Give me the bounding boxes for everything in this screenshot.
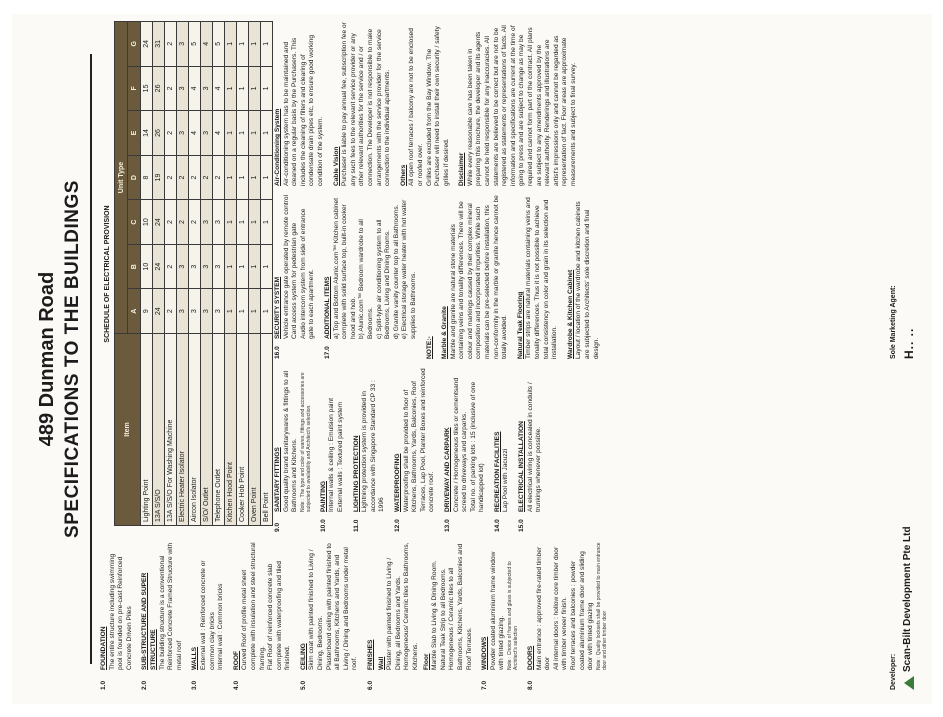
spec-section-foundation bbox=[100, 542, 134, 690]
table-cell-count: 1 bbox=[260, 66, 272, 111]
section-text: Concrete / Homogeneous tiles or cementsand screed to driveways and carparks. bbox=[452, 377, 468, 512]
table-row bbox=[152, 21, 164, 525]
note-text: While every reasonable care has been taken in preparing this brochure, the developer and its agents cannot be held responsible for any inaccuracies. All statements are believed to be correct but are not to be registered as statements or representations of facts. All information and specifications are current at the time of going to press and are subject to change as may be required and cannot form part of the contract. All plans are subject to any amendments approved by the relevant authority. Renderings and illustrations are artist's impressions only and cannot be regarded as representation of fact. Floor areas are approximate measurements and subject to final survey. bbox=[466, 24, 577, 186]
table-cell-item: Cooker Hob Point bbox=[236, 333, 248, 525]
unit-type-e: E bbox=[127, 110, 140, 155]
section-text: Plasterboard ceiling with painted finished to all Bathrooms, Kitchens and Yards, and Living / Dining and Bedrooms under metal roof. bbox=[325, 542, 358, 670]
table-cell-count: 1 bbox=[248, 199, 260, 244]
table-cell-count: 1 bbox=[248, 244, 260, 289]
section-number: 7.0 bbox=[480, 680, 488, 690]
table-cell-count: 3 bbox=[188, 288, 200, 333]
section-heading: WALLS bbox=[190, 646, 198, 670]
section-number: 14.0 bbox=[493, 518, 501, 532]
table-cell-count: 2 bbox=[164, 199, 176, 244]
table-cell-count: 2 bbox=[188, 155, 200, 200]
section-number: 15.0 bbox=[517, 518, 525, 532]
table-cell-count: 3 bbox=[176, 288, 188, 333]
section-heading: WATERPROOFING bbox=[393, 453, 401, 512]
table-cell-count: 1 bbox=[224, 155, 236, 200]
table-cell-count: 3 bbox=[200, 244, 212, 289]
section-text: Lap Pool with Jacuzzi bbox=[501, 448, 509, 512]
section-heading: SECURITY SYSTEM bbox=[273, 276, 281, 339]
table-cell-count: 1 bbox=[236, 110, 248, 155]
schedule-title: SCHEDULE OF ELECTRICAL PROVISION bbox=[103, 204, 111, 343]
item-header: Item bbox=[114, 333, 140, 525]
table-cell-count: 15 bbox=[140, 66, 152, 111]
spec-section-finishes bbox=[367, 542, 474, 690]
unit-type-b: B bbox=[127, 244, 140, 289]
section-text: Total no. of parking lots : 15 (inclusive of one handicapped lot) bbox=[469, 381, 485, 512]
table-cell-count: 3 bbox=[212, 288, 224, 333]
section-heading: FINISHES bbox=[366, 639, 374, 670]
table-cell-count: 26 bbox=[152, 110, 164, 155]
spec-column-2 bbox=[274, 367, 551, 532]
spec-column-4 bbox=[274, 21, 586, 186]
table-cell-count: 1 bbox=[236, 288, 248, 333]
unit-type-g: G bbox=[127, 21, 140, 66]
section-number: 8.0 bbox=[526, 680, 534, 690]
unit-type-c: C bbox=[127, 199, 140, 244]
section-heading: DRIVEWAY AND CARPARK bbox=[443, 426, 451, 512]
spec-section-electrical bbox=[518, 367, 544, 532]
table-cell-item: Telephone Outlet bbox=[212, 333, 224, 525]
note-heading: Air-Conditioning System bbox=[273, 108, 281, 186]
note-heading: NOTE:- bbox=[425, 335, 432, 359]
table-cell-count: 2 bbox=[200, 155, 212, 200]
section-text: Card access system for pedestrian gate bbox=[290, 222, 298, 339]
table-cell-count: 4 bbox=[200, 21, 212, 66]
table-cell-count: 1 bbox=[260, 110, 272, 155]
table-row bbox=[248, 21, 260, 525]
section-text: e) Electrical storage water heater with hot water supplies to Bathrooms. bbox=[400, 199, 417, 339]
specifications-title: SPECIFICATIONS TO THE BUILDINGS bbox=[61, 179, 83, 538]
table-cell-count: 3 bbox=[188, 244, 200, 289]
table-header-row bbox=[114, 21, 127, 525]
note-text: Purchaser is liable to pay annual fee, subscription fee or any such fees to the relevant service provider or any other relevant authorities for the service and / or connection. The Developer is not responsible to make arrangements with the service provider for the service connection to the individual apartments. bbox=[340, 21, 391, 186]
spec-section-painting bbox=[319, 367, 345, 532]
section-text: All internal doors : hollow core timber door with timber veneer finish. bbox=[552, 546, 568, 670]
table-cell-count: 1 bbox=[236, 21, 248, 66]
note-disclaimer bbox=[458, 21, 578, 186]
section-note: Note : Choice of frames and glass is subjected to Architect's selection bbox=[506, 560, 519, 670]
section-text: c) Split-type air conditioning system to all Bedrooms, Living and Dining Rooms. bbox=[375, 219, 391, 339]
table-cell-item: Lighting Point bbox=[140, 333, 152, 525]
table-cell-count: 1 bbox=[248, 21, 260, 66]
table-cell-count: 5 bbox=[188, 21, 200, 66]
unit-type-f: F bbox=[127, 66, 140, 111]
unit-type-header: Unit Type bbox=[114, 21, 127, 333]
table-cell-count: 19 bbox=[152, 155, 164, 200]
note-wardrobe bbox=[566, 194, 600, 359]
table-cell-count: 1 bbox=[224, 66, 236, 111]
note-text: Grilles are excluded from the Bay Window. The Purchaser will need to install their own security / safety grilles if desired. bbox=[425, 25, 450, 186]
table-cell-count: 3 bbox=[212, 244, 224, 289]
table-cell-count: 1 bbox=[248, 155, 260, 200]
section-number: 16.0 bbox=[273, 345, 281, 359]
table-cell-count: 1 bbox=[224, 288, 236, 333]
table-cell-count: 10 bbox=[140, 244, 152, 289]
section-text: The entire structure including swimming pool is founded on pre-cast Reinforced Concrete Driven Piles bbox=[108, 553, 133, 670]
section-heading: SANITARY FITTINGS bbox=[273, 446, 281, 512]
subsection-heading: Wall bbox=[377, 656, 385, 670]
table-cell-count: 1 bbox=[248, 110, 260, 155]
section-number: 12.0 bbox=[393, 518, 401, 532]
table-cell-item: 13A S/S/O For Washing Machine bbox=[164, 333, 176, 525]
section-text: Good quality brand sanitarywares & fittings to all Bathrooms and Kitchens. bbox=[282, 370, 298, 512]
table-cell-count: 1 bbox=[224, 110, 236, 155]
section-text: All electrical wiring is concealed in conduits / trunkings whenever possible. bbox=[526, 381, 542, 512]
electrical-schedule-table bbox=[114, 21, 273, 526]
table-row bbox=[224, 21, 236, 525]
section-text: Waterproofing shall be provided to floor of Kitchens, Bathrooms, Yards, Balconies, Roof Terraces, Lap Pool, Planter Boxes and reinforced concrete roof. bbox=[402, 367, 435, 512]
spec-column-3 bbox=[274, 194, 608, 359]
table-cell-count: 24 bbox=[152, 288, 164, 333]
table-cell-count: 3 bbox=[176, 244, 188, 289]
table-cell-count: 2 bbox=[176, 155, 188, 200]
table-cell-count: 2 bbox=[164, 66, 176, 111]
table-cell-count: 2 bbox=[164, 155, 176, 200]
note-marble bbox=[441, 194, 510, 359]
agent-label: Sole Marketing Agent: bbox=[889, 284, 897, 359]
table-cell-count: 1 bbox=[236, 155, 248, 200]
table-cell-count: 26 bbox=[152, 66, 164, 111]
table-cell-count: 1 bbox=[260, 155, 272, 200]
spec-section-structure bbox=[141, 542, 184, 690]
section-number: 2.0 bbox=[140, 680, 148, 690]
table-cell-count: 14 bbox=[140, 110, 152, 155]
section-text: Roof terraces and balconies : powder coated aluminium frame door and sliding door with tinted glazing bbox=[569, 550, 594, 670]
table-cell-count: 2 bbox=[164, 244, 176, 289]
developer-label: Developer: bbox=[889, 653, 897, 690]
table-cell-count: 24 bbox=[152, 199, 164, 244]
section-text: d) Granite vanity counter top to all Bathrooms. bbox=[392, 203, 400, 339]
note-heading: Marble & Granite bbox=[440, 305, 448, 359]
spec-section-lightning bbox=[352, 367, 386, 532]
note-text: All open roof terraces / balcony are not to be enclosed or roofed over. bbox=[407, 27, 424, 186]
table-cell-item: Bell Point bbox=[260, 333, 272, 525]
section-heading: WINDOWS bbox=[480, 636, 488, 670]
section-text: b) Alunic.com™ Bedroom wardrobe to all Bedrooms. bbox=[357, 218, 374, 339]
section-heading: LIGHTING PROTECTION bbox=[352, 434, 360, 512]
table-cell-count: 2 bbox=[164, 288, 176, 333]
spec-section-recreation bbox=[493, 367, 510, 532]
table-cell-count: 3 bbox=[176, 21, 188, 66]
spec-section-additional bbox=[323, 194, 418, 359]
note-heading: Cable Vision bbox=[332, 146, 340, 186]
table-cell-item: Kitchen Hood Point bbox=[224, 333, 236, 525]
note-text: Layout / location of the wardrobe and kitchen cabinets are subjected to Architects' sole discretion and final design. bbox=[574, 200, 600, 359]
subsection-heading: Floor bbox=[422, 653, 430, 670]
specification-sheet bbox=[12, 14, 932, 704]
section-text: Lightning protection system is provided in accordance with Singapore Standard CP 33 : 1996 bbox=[360, 379, 385, 512]
section-text: Internal wall : Common bricks bbox=[216, 583, 224, 670]
table-cell-count: 2 bbox=[212, 155, 224, 200]
table-cell-count: 8 bbox=[140, 155, 152, 200]
note-cable-vision bbox=[332, 21, 392, 186]
spec-section-doors bbox=[526, 542, 608, 690]
note-heading: Wardrobe & Kitchen Cabinet bbox=[566, 269, 574, 359]
spec-column-1 bbox=[100, 542, 616, 690]
spec-section-sanitary bbox=[274, 367, 313, 532]
unit-type-d: D bbox=[127, 155, 140, 200]
table-cell-count: 24 bbox=[152, 244, 164, 289]
table-cell-count: 1 bbox=[260, 288, 272, 333]
table-cell-item: Electric Heater Isolator bbox=[176, 333, 188, 525]
table-cell-count: 1 bbox=[260, 244, 272, 289]
note-heading: Natural Teak Flooring bbox=[516, 291, 524, 359]
section-number: 10.0 bbox=[319, 518, 327, 532]
table-cell-count: 2 bbox=[176, 199, 188, 244]
section-heading: RECREATION FACILITIES bbox=[493, 431, 501, 512]
table-cell-count: 3 bbox=[200, 66, 212, 111]
title-rule bbox=[90, 54, 92, 664]
table-row bbox=[188, 21, 200, 525]
section-text: Marble Slab to Living & Dining Room. Natural Teak Strip to all Bedrooms. Homogeneous / Ceramic tiles to all Bathrooms, Kitchens, Yards, Balconies and Roof Terraces. bbox=[430, 543, 473, 670]
table-cell-count: 3 bbox=[212, 199, 224, 244]
table-cell-count: 3 bbox=[200, 199, 212, 244]
table-row bbox=[200, 21, 212, 525]
table-cell-count: 1 bbox=[224, 244, 236, 289]
section-text: Main entrance : approved fire-rated timber door bbox=[535, 546, 551, 670]
spec-section-windows bbox=[481, 542, 520, 690]
table-cell-count: 1 bbox=[248, 288, 260, 333]
table-cell-count: 31 bbox=[152, 21, 164, 66]
section-number: 5.0 bbox=[299, 680, 307, 690]
table-cell-item: 13A S/S/O bbox=[152, 333, 164, 525]
table-cell-item: Aircon Isolator bbox=[188, 333, 200, 525]
table-cell-count: 10 bbox=[140, 199, 152, 244]
table-cell-count: 1 bbox=[236, 66, 248, 111]
section-note: Note : The type and color of wares, fittings and accessories are subjected to availability and Architect's selection. bbox=[299, 371, 312, 512]
table-cell-count: 2 bbox=[188, 199, 200, 244]
spec-section-waterproofing bbox=[393, 367, 436, 532]
section-heading: ADDITIONAL ITEMS bbox=[323, 275, 331, 339]
table-row bbox=[164, 21, 176, 525]
table-cell-count: 3 bbox=[176, 110, 188, 155]
section-heading: FOUNDATION bbox=[99, 626, 107, 670]
table-cell-count: 1 bbox=[260, 21, 272, 66]
section-note: Note : Quality locksets shall be provided to main entrance door and other timber door bbox=[595, 541, 608, 670]
section-heading: DOORS bbox=[526, 645, 534, 670]
section-number: 6.0 bbox=[366, 680, 374, 690]
note-text: Air-conditioning system has to be maintained and cleaned on a regular basis by the Purchasers. This includes the cleaning of filters and clearing of condensate drain pipes etc, to ensure good working condition of the system. bbox=[282, 34, 324, 186]
spec-section-roof bbox=[232, 542, 292, 690]
note-aircon bbox=[274, 21, 326, 186]
section-text: Flat Roof of reinforced concrete slab complete with waterproofing and tiled finished. bbox=[266, 560, 291, 670]
spec-section-walls bbox=[191, 542, 225, 690]
section-text: Audio intercom system from side of entrance gate to each apartment. bbox=[299, 208, 315, 339]
section-text: Skim coat with painted finished to Living / Dining, Bedrooms. bbox=[307, 548, 324, 670]
note-heading: Disclaimer bbox=[457, 152, 465, 186]
table-cell-count: 1 bbox=[224, 21, 236, 66]
section-number: 3.0 bbox=[190, 680, 198, 690]
section-text: External wall : Reinforced concrete or common clay bricks bbox=[199, 559, 216, 670]
section-heading: ROOF bbox=[232, 650, 240, 670]
table-cell-count: 2 bbox=[164, 21, 176, 66]
developer-logo-icon bbox=[904, 676, 914, 690]
note-others bbox=[399, 21, 451, 186]
table-cell-count: 9 bbox=[140, 288, 152, 333]
agent-logo: H.. .. bbox=[901, 327, 916, 359]
table-row bbox=[140, 21, 152, 525]
section-text: Vehicle entrance gate operated by remote control bbox=[282, 194, 290, 339]
note-label bbox=[425, 194, 434, 359]
section-text: Powder coated aluminium frame window with tinted glazing. bbox=[489, 551, 505, 670]
section-text: a) Top and Bottom Alunic.com™ Kitchen cabinet complete with solid surface top, built-in cooker hood and hob. bbox=[332, 197, 357, 339]
spec-section-ceiling bbox=[299, 542, 359, 690]
section-number: 9.0 bbox=[273, 522, 281, 532]
table-cell-count: 4 bbox=[212, 110, 224, 155]
section-number: 17.0 bbox=[323, 345, 331, 359]
section-text: The building structure is a conventional Reinforced Concrete Framed Structure with metal roof bbox=[158, 542, 183, 670]
table-cell-count: 1 bbox=[248, 66, 260, 111]
section-heading: PAINTING bbox=[319, 480, 327, 512]
spec-section-driveway bbox=[443, 367, 486, 532]
section-heading: ELECTRICAL INSTALLATION bbox=[517, 420, 525, 512]
note-teak bbox=[516, 194, 559, 359]
developer-name: Scan-Bilt Development Pte Ltd bbox=[901, 525, 913, 672]
table-cell-count: 24 bbox=[140, 21, 152, 66]
table-cell-item: S/O/ Outlet bbox=[200, 333, 212, 525]
table-cell-count: 3 bbox=[200, 110, 212, 155]
table-row bbox=[176, 21, 188, 525]
note-text: Timber strips are natural materials containing veins and tonality differences. Thus it is not possible to achieve total consistency on color and grain in its selection and installation. bbox=[524, 196, 558, 359]
spec-section-security bbox=[274, 194, 317, 359]
table-row bbox=[260, 21, 272, 525]
table-cell-count: 4 bbox=[188, 66, 200, 111]
section-heading: CEILING bbox=[299, 642, 307, 670]
section-text: External walls : Textured paint system bbox=[336, 401, 344, 512]
table-cell-count: 3 bbox=[176, 66, 188, 111]
section-number: 1.0 bbox=[99, 680, 107, 690]
table-row bbox=[236, 21, 248, 525]
section-text: Plaster with painted finished to Living / Dining, all Bedrooms and Yards. Homogeneous/ Ceramic tiles to Bathrooms, Kitchens. bbox=[385, 541, 419, 670]
table-cell-count: 3 bbox=[200, 288, 212, 333]
note-text: Marble and granite are natural stone materials containing veins and tonality differences. There will be colour and markings caused by their complex mineral composition and incorporated impurities. While such materials can be pre-selected before installation, this non-conformity in the marble or granite hence cannot be totally avoided. bbox=[449, 194, 508, 359]
section-number: 4.0 bbox=[232, 680, 240, 690]
address-title: 489 Dunman Road bbox=[35, 271, 58, 446]
table-body bbox=[140, 21, 272, 525]
table-cell-count: 1 bbox=[260, 199, 272, 244]
table-cell-count: 4 bbox=[188, 110, 200, 155]
table-cell-count: 5 bbox=[212, 21, 224, 66]
table-cell-count: 1 bbox=[236, 244, 248, 289]
section-number: 11.0 bbox=[352, 519, 360, 532]
section-number: 13.0 bbox=[443, 518, 451, 532]
table-row bbox=[212, 21, 224, 525]
section-text: Internal walls & ceiling : Emulsion paint bbox=[327, 397, 335, 512]
table-cell-count: 4 bbox=[212, 66, 224, 111]
table-cell-count: 2 bbox=[164, 110, 176, 155]
section-heading: SUB-STRUCTURE AND SUPER STRUCTURE bbox=[140, 572, 157, 670]
unit-type-a: A bbox=[127, 288, 140, 333]
table-cell-item: Oven Point bbox=[248, 333, 260, 525]
table-cell-count: 1 bbox=[224, 199, 236, 244]
section-text: Curved Roof of profile metal sheet complete with insulation and steel structural framing. bbox=[240, 541, 265, 670]
table-cell-count: 1 bbox=[236, 199, 248, 244]
note-heading: Others bbox=[399, 164, 407, 186]
